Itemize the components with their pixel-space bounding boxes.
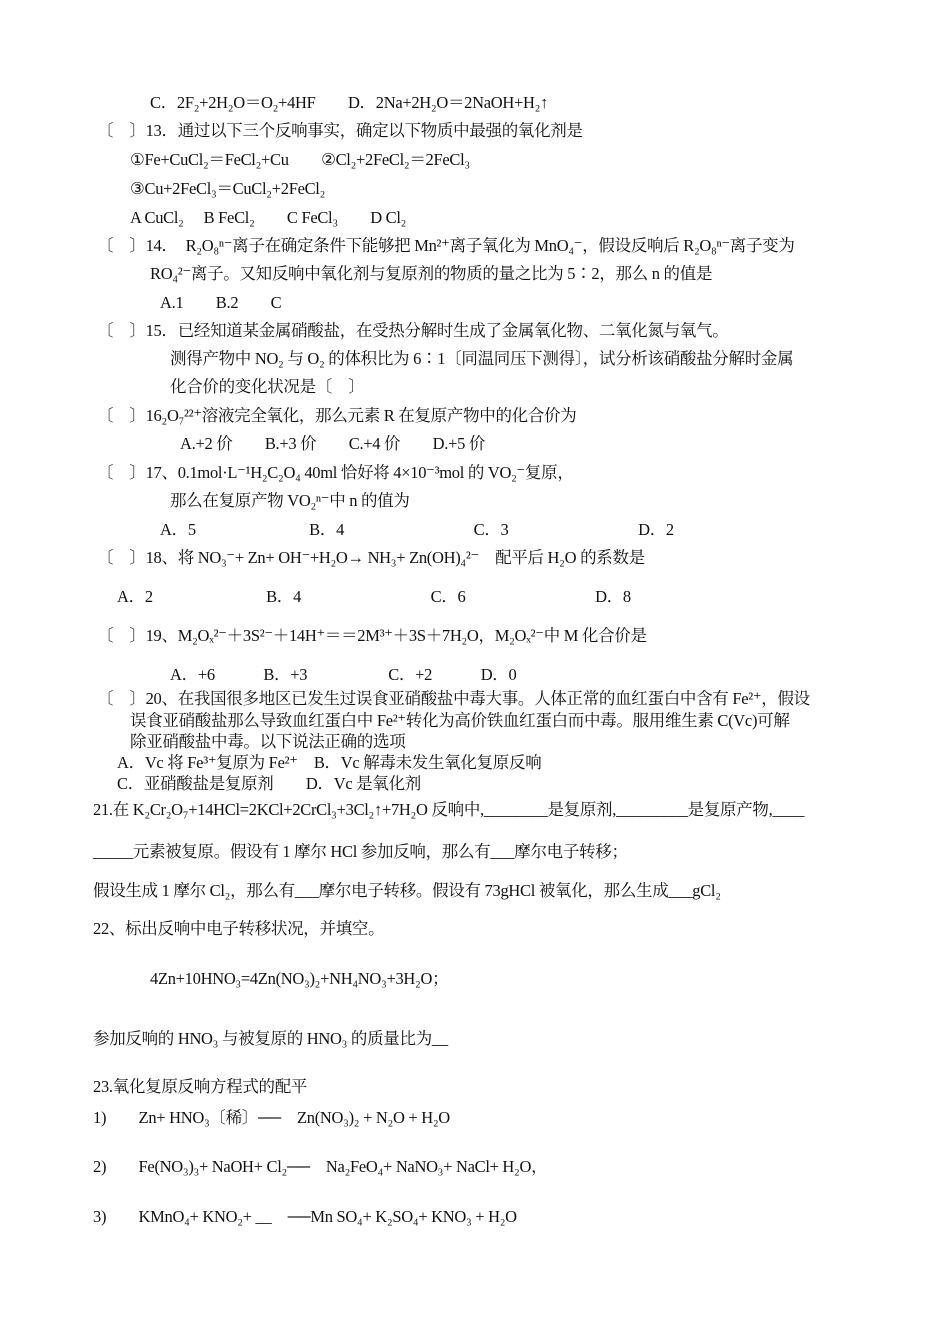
q23-item-2: 2) Fe(NO₃)₃+ NaOH+ Cl₂── Na₂FeO₄+ NaNO₃+ NaCl+ H₂O， <box>93 1157 548 1176</box>
q18-options: A．2 B．4 C．6 D．8 <box>117 587 631 606</box>
q16-options: A.+2 价 B.+3 价 C.+4 价 D.+5 价 <box>180 434 486 453</box>
question-15-line2: 测得产物中 NO₂ 与 O₂ 的体积比为 6∶1〔同温同压下测得〕，试分析该硝酸盐分解时金属 <box>170 349 794 368</box>
question-20-line3: 除亚硝酸盐中毒。以下说法正确的选项 <box>130 732 406 751</box>
q14-options: A.1 B.2 C <box>160 293 282 312</box>
question-13: 〔 〕13．通过以下三个反响事实，确定以下物质中最强的氧化剂是 <box>97 121 583 140</box>
question-21-line2: _____元素被复原。假设有 1 摩尔 HCl 参加反响，那么有___摩尔电子转移； <box>93 842 628 861</box>
question-21-line1: 21.在 K₂Cr₂O₇+14HCl=2KCl+2CrCl₃+3Cl₂↑+7H₂O 反响中,________是复原剂,_________是复原产物,____ <box>93 800 805 819</box>
question-23: 23.氧化复原反响方程式的配平 <box>93 1077 308 1096</box>
question-17-line2: 那么在复原产物 VO₂ⁿ⁻中 n 的值为 <box>170 491 410 510</box>
question-15-line1: 〔 〕15．已经知道某金属硝酸盐，在受热分解时生成了金属氧化物、二氧化氮与氧气。 <box>97 321 729 340</box>
question-14-line2: RO₄²⁻离子。又知反响中氧化剂与复原剂的物质的量之比为 5∶2，那么 n 的值是 <box>150 264 713 283</box>
q12-options: C．2F₂+2H₂O＝O₂+4HF D．2Na+2H₂O＝2NaOH+H₂↑ <box>150 93 549 112</box>
question-15-line3: 化合价的变化状况是〔 〕 <box>170 377 365 396</box>
question-14-line1: 〔 〕14． R₂O₈ⁿ⁻离子在确定条件下能够把 Mn²⁺离子氧化为 MnO₄⁻，假设反响后 R₂O₈ⁿ⁻离子变为 <box>97 236 795 255</box>
q20-options-cd: C．亚硝酸盐是复原剂 D．Vc 是氧化剂 <box>117 774 421 793</box>
question-18: 〔 〕18、将 NO₃⁻+ Zn+ OH⁻+H₂O→ NH₃+ Zn(OH)₄²⁻ 配平后 H₂O 的系数是 <box>97 548 645 567</box>
question-20-line1: 〔 〕20、在我国很多地区已发生过误食亚硝酸盐中毒大事。人体正常的血红蛋白中含有 Fe²⁺，假设 <box>97 689 810 708</box>
q22-question: 参加反响的 HNO₃ 与被复原的 HNO₃ 的质量比为__ <box>93 1029 448 1048</box>
q23-item-3: 3) KMnO₄+ KNO₂+ __ ──Mn SO₄+ K₂SO₄+ KNO₃ + H₂O <box>93 1207 517 1226</box>
q13-reactions-1: ①Fe+CuCl₂＝FeCl₂+Cu ②Cl₂+2FeCl₂＝2FeCl₃ <box>130 150 470 169</box>
q20-options-ab: A．Vc 将 Fe³⁺复原为 Fe²⁺ B．Vc 解毒未发生氧化复原反响 <box>117 753 542 772</box>
q22-equation: 4Zn+10HNO₃=4Zn(NO₃)₂+NH₄NO₃+3H₂O； <box>150 969 449 988</box>
question-20-line2: 误食亚硝酸盐那么导致血红蛋白中 Fe²⁺转化为高价铁血红蛋白而中毒。服用维生素 C(Vc)可解 <box>130 711 790 730</box>
q13-options: A CuCl₂ B FeCl₂ C FeCl₃ D Cl₂ <box>130 208 407 227</box>
question-19: 〔 〕19、M₂Oₓ²⁻＋3S²⁻＋14H⁺＝＝2M³⁺＋3S＋7H₂O，M₂Oₓ²⁻中 M 化合价是 <box>97 626 647 645</box>
question-22: 22、标出反响中电子转移状况，并填空。 <box>93 919 385 938</box>
question-21-line3: 假设生成 1 摩尔 Cl₂，那么有___摩尔电子转移。假设有 73gHCl 被氧化，那么生成___gCl₂ <box>93 881 721 900</box>
q17-options: A．5 B．4 C．3 D．2 <box>160 520 674 539</box>
question-16: 〔 〕16₂O₇²²⁺溶液完全氧化，那么元素 R 在复原产物中的化合价为 <box>97 406 577 425</box>
q13-reactions-2: ③Cu+2FeCl₃＝CuCl₂+2FeCl₂ <box>130 179 326 198</box>
question-17-line1: 〔 〕17、0.1mol·L⁻¹H₂C₂O₄ 40ml 恰好将 4×10⁻³mol 的 VO₂⁻复原， <box>97 463 574 482</box>
q19-options: A．+6 B．+3 C．+2 D．0 <box>170 665 517 684</box>
q23-item-1: 1) Zn+ HNO₃〔稀〕── Zn(NO₃)₂ + N₂O + H₂O <box>93 1108 450 1127</box>
